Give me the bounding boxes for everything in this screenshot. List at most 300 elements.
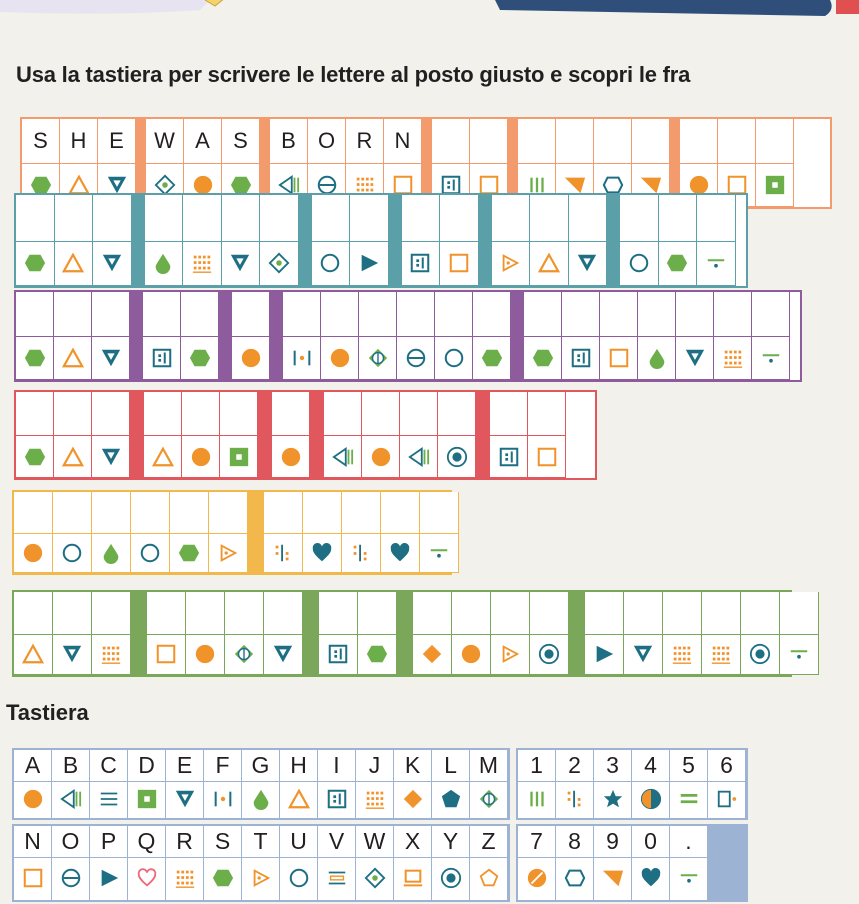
key-label: 3 — [606, 752, 619, 778]
answer-letter — [319, 592, 357, 634]
letter-cell[interactable] — [147, 592, 186, 675]
letter-cell[interactable] — [714, 292, 752, 380]
circle-outline-icon — [312, 241, 350, 287]
letter-cell[interactable] — [702, 592, 741, 675]
key-label: 5 — [682, 752, 695, 778]
dot-bar-icon — [264, 533, 302, 574]
answer-letter — [92, 492, 130, 533]
answer-letter — [620, 195, 658, 241]
letter-cell[interactable] — [14, 492, 53, 573]
letter-cell[interactable] — [260, 195, 299, 286]
dots-grid-icon — [356, 782, 393, 816]
word-separator — [130, 392, 144, 478]
answer-letter — [402, 195, 440, 241]
key-s[interactable] — [204, 826, 242, 900]
letter-cell[interactable] — [413, 592, 452, 675]
key-d[interactable] — [128, 750, 166, 818]
heart-icon — [303, 533, 341, 574]
answer-letter: B — [281, 128, 296, 153]
letter-cell[interactable] — [54, 292, 92, 380]
letter-cell[interactable] — [530, 592, 569, 675]
answer-letter — [659, 195, 697, 241]
circle-outline-icon — [620, 241, 658, 287]
answer-letter — [14, 492, 52, 533]
letter-cell[interactable] — [359, 292, 397, 380]
answer-letter — [264, 492, 302, 533]
hexagon-icon — [16, 336, 53, 380]
letter-cell[interactable] — [440, 195, 479, 286]
equals-icon — [670, 782, 707, 816]
three-bars-icon — [518, 782, 555, 816]
letter-cell[interactable] — [232, 292, 270, 380]
letter-cell[interactable] — [144, 392, 182, 478]
answer-letter: O — [317, 128, 336, 153]
triangle-icon — [144, 435, 181, 478]
answer-letter — [147, 592, 185, 634]
minus-dot-icon — [780, 634, 818, 676]
answer-letter — [718, 119, 755, 163]
key-label: N — [24, 828, 41, 854]
key-label: 1 — [530, 752, 543, 778]
answer-letter — [676, 292, 713, 336]
key-label: C — [100, 752, 117, 778]
minus-dot-icon — [752, 336, 789, 380]
answer-letter — [714, 292, 751, 336]
key-label: K — [404, 752, 421, 778]
key-7[interactable] — [518, 826, 556, 900]
key-p[interactable] — [90, 826, 128, 900]
triangle-icon — [14, 634, 52, 676]
drop-icon — [145, 241, 183, 287]
letter-cell[interactable] — [53, 592, 92, 675]
key-2[interactable] — [556, 750, 594, 818]
letter-cell[interactable] — [16, 392, 54, 478]
key-w[interactable] — [356, 826, 394, 900]
answer-letter: R — [356, 128, 373, 153]
letter-cell[interactable] — [283, 292, 321, 380]
key-label: B — [62, 752, 79, 778]
answer-letter — [381, 492, 419, 533]
answer-letter — [435, 292, 472, 336]
key-label: 4 — [644, 752, 657, 778]
key-label: 2 — [568, 752, 581, 778]
answer-letter — [183, 195, 221, 241]
answer-letter — [54, 392, 91, 435]
letter-cell[interactable] — [324, 392, 362, 478]
word-separator — [258, 392, 272, 478]
triangle-icon — [54, 435, 91, 478]
letter-cell[interactable] — [620, 195, 659, 286]
answer-letter — [697, 195, 735, 241]
key-label: M — [478, 752, 499, 778]
dots-grid-icon — [663, 634, 701, 676]
letter-cell[interactable] — [92, 492, 131, 573]
key-8[interactable] — [556, 826, 594, 900]
answer-letter — [438, 392, 475, 435]
key-x[interactable] — [394, 826, 432, 900]
letter-cell[interactable] — [381, 492, 420, 573]
letter-cell[interactable] — [92, 392, 130, 478]
letter-cell[interactable] — [16, 195, 55, 286]
target-icon — [530, 634, 568, 676]
answer-letter — [16, 392, 53, 435]
answer-letter — [260, 195, 298, 241]
key-y[interactable] — [432, 826, 470, 900]
letter-cell[interactable] — [756, 119, 794, 207]
answer-letter — [702, 592, 740, 634]
key-label: I — [333, 752, 340, 778]
letter-cell[interactable] — [350, 195, 389, 286]
hexagon-icon — [170, 533, 208, 574]
answer-letter — [225, 592, 263, 634]
letter-cell[interactable] — [209, 492, 248, 573]
word-separator — [476, 392, 490, 478]
diamond-dot-icon — [356, 858, 393, 898]
triangle-icon — [280, 782, 317, 816]
answer-letter — [55, 195, 93, 241]
answer-letter — [624, 592, 662, 634]
circle-icon — [182, 435, 219, 478]
letter-cell[interactable] — [170, 492, 209, 573]
letter-cell[interactable] — [182, 392, 220, 478]
word-separator — [310, 392, 324, 478]
dots-grid-icon — [183, 241, 221, 287]
tri-down-icon — [569, 241, 607, 287]
letter-cell[interactable] — [452, 592, 491, 675]
letter-cell[interactable] — [93, 195, 132, 286]
key-4[interactable] — [632, 750, 670, 818]
answer-letter — [209, 492, 247, 533]
letter-cell[interactable] — [264, 492, 303, 573]
key-6[interactable] — [708, 750, 746, 818]
circle-icon — [232, 336, 269, 380]
answer-letter: N — [394, 128, 411, 153]
key-v[interactable] — [318, 826, 356, 900]
dot-bar-icon — [556, 782, 593, 816]
letter-cell[interactable] — [569, 195, 608, 286]
diamond-dot-icon — [260, 241, 298, 287]
key-label: W — [363, 828, 386, 854]
letter-cell[interactable] — [264, 592, 303, 675]
key-q[interactable] — [128, 826, 166, 900]
key-k[interactable] — [394, 750, 432, 818]
letter-cell[interactable] — [528, 392, 566, 478]
answer-letter — [470, 119, 507, 163]
key-a[interactable] — [14, 750, 52, 818]
answer-letter — [756, 119, 793, 163]
letter-cell[interactable] — [585, 592, 624, 675]
letter-cell[interactable] — [420, 492, 459, 573]
word-row-2 — [14, 193, 748, 288]
key-g[interactable] — [242, 750, 280, 818]
word-separator — [397, 592, 413, 675]
letter-cell[interactable] — [358, 592, 397, 675]
answer-letter — [312, 195, 350, 241]
circle-line-icon — [397, 336, 434, 380]
key-label: A — [24, 752, 41, 778]
key-label: 7 — [530, 828, 543, 854]
word-row-3 — [14, 290, 802, 382]
letter-cell[interactable] — [600, 292, 638, 380]
circle-line-icon — [52, 858, 89, 898]
eye-icon — [359, 336, 396, 380]
answer-letter: A — [195, 128, 210, 153]
square-dot-icon — [756, 163, 793, 207]
bar-dot-icon — [204, 782, 241, 816]
letter-cell[interactable] — [143, 292, 181, 380]
circle-icon — [14, 782, 51, 816]
letter-cell[interactable] — [303, 492, 342, 573]
letter-cell[interactable] — [92, 292, 130, 380]
minus-dot-icon — [697, 241, 735, 287]
hexagon-icon — [659, 241, 697, 287]
answer-letter — [632, 119, 669, 163]
word-separator — [131, 592, 147, 675]
hexagon-icon — [473, 336, 510, 380]
letter-cell[interactable] — [530, 195, 569, 286]
key-n[interactable] — [14, 826, 52, 900]
answer-letter — [490, 392, 527, 435]
letter-cell[interactable] — [321, 292, 359, 380]
key-3[interactable] — [594, 750, 632, 818]
tri-down-icon — [53, 634, 91, 676]
answer-letter — [14, 592, 52, 634]
letter-cell[interactable] — [16, 292, 54, 380]
box-line-icon — [394, 858, 431, 898]
play-outline-icon — [242, 858, 279, 898]
answer-letter — [362, 392, 399, 435]
key-z[interactable] — [470, 826, 508, 900]
play-outline-icon — [491, 634, 529, 676]
key-label: S — [214, 828, 231, 854]
letter-cell[interactable] — [780, 592, 819, 675]
answer-letter — [680, 119, 717, 163]
tri-down-icon — [222, 241, 260, 287]
key-t[interactable] — [242, 826, 280, 900]
letter-cell[interactable] — [92, 592, 131, 675]
letter-cell[interactable] — [54, 392, 92, 478]
letter-cell[interactable] — [183, 195, 222, 286]
answer-letter — [562, 292, 599, 336]
answer-letter — [780, 592, 818, 634]
letter-cell[interactable] — [145, 195, 184, 286]
letter-cell[interactable] — [524, 292, 562, 380]
key-label: V — [328, 828, 345, 854]
letter-cell[interactable] — [131, 492, 170, 573]
answer-letter — [220, 392, 257, 435]
letter-cell[interactable] — [14, 592, 53, 675]
answer-letter — [222, 195, 260, 241]
letter-cell[interactable] — [402, 195, 441, 286]
answer-letter — [358, 592, 396, 634]
answer-letter — [741, 592, 779, 634]
key-r[interactable] — [166, 826, 204, 900]
dot-bar-icon — [342, 533, 380, 574]
key-label: P — [100, 828, 117, 854]
hexagon-outline-icon — [556, 858, 593, 898]
eye-icon — [470, 782, 507, 816]
heart-icon — [381, 533, 419, 574]
key-label: D — [138, 752, 155, 778]
word-separator — [130, 292, 143, 380]
key-o[interactable] — [52, 826, 90, 900]
answer-letter — [350, 195, 388, 241]
answer-letter — [321, 292, 358, 336]
answer-letter — [752, 292, 789, 336]
answer-letter: H — [70, 128, 87, 153]
square-bar-icon — [318, 782, 355, 816]
answer-letter: S — [233, 128, 248, 153]
letter-cell[interactable] — [53, 492, 92, 573]
word-separator — [299, 195, 312, 286]
key-label: L — [444, 752, 457, 778]
letter-cell[interactable] — [624, 592, 663, 675]
tri-down-icon — [676, 336, 713, 380]
answer-letter — [556, 119, 593, 163]
answer-letter — [638, 292, 675, 336]
letter-cell[interactable] — [319, 592, 358, 675]
word-separator — [219, 292, 232, 380]
triangle-icon — [54, 336, 91, 380]
keyboard-letters-row-1 — [12, 748, 510, 820]
answer-letter — [303, 492, 341, 533]
answer-letter — [594, 119, 631, 163]
key-e[interactable] — [166, 750, 204, 818]
circle-icon — [321, 336, 358, 380]
key-label: R — [176, 828, 193, 854]
dots-grid-icon — [166, 858, 203, 898]
answer-letter — [181, 292, 218, 336]
answer-letter — [93, 195, 131, 241]
keyboard-letters-row-2 — [12, 824, 510, 902]
answer-letter — [400, 392, 437, 435]
letter-cell[interactable] — [638, 292, 676, 380]
answer-letter — [530, 592, 568, 634]
answer-letter: E — [109, 128, 124, 153]
key-label: J — [368, 752, 381, 778]
answer-letter — [397, 292, 434, 336]
answer-letter — [145, 195, 183, 241]
key-label: T — [253, 828, 268, 854]
key-label: Q — [137, 828, 156, 854]
letter-cell[interactable] — [491, 592, 530, 675]
key-label: X — [404, 828, 421, 854]
word-separator — [511, 292, 524, 380]
letter-cell[interactable] — [659, 195, 698, 286]
key-1[interactable] — [518, 750, 556, 818]
letter-cell[interactable] — [342, 492, 381, 573]
square-bar-icon — [319, 634, 357, 676]
letter-cell[interactable] — [697, 195, 736, 286]
answer-letter — [524, 292, 561, 336]
letter-cell[interactable] — [55, 195, 94, 286]
letter-cell[interactable] — [663, 592, 702, 675]
key-i[interactable] — [318, 750, 356, 818]
letter-cell[interactable] — [435, 292, 473, 380]
answer-letter — [143, 292, 180, 336]
answer-letter — [186, 592, 224, 634]
letter-cell[interactable] — [490, 392, 528, 478]
answer-letter — [413, 592, 451, 634]
key-dot[interactable] — [670, 826, 708, 900]
key-h[interactable] — [280, 750, 318, 818]
key-f[interactable] — [204, 750, 242, 818]
key-label: Z — [481, 828, 496, 854]
circle-outline-icon — [131, 533, 169, 574]
key-b[interactable] — [52, 750, 90, 818]
circle-icon — [362, 435, 399, 478]
dots-grid-icon — [702, 634, 740, 676]
letter-cell[interactable] — [181, 292, 219, 380]
answer-letter — [144, 392, 181, 435]
letter-cell[interactable] — [220, 392, 258, 478]
answer-letter — [528, 392, 565, 435]
answer-letter — [232, 292, 269, 336]
letter-cell[interactable] — [492, 195, 531, 286]
keyboard-title: Tastiera — [6, 700, 89, 725]
square-icon — [528, 435, 565, 478]
letter-cell[interactable] — [397, 292, 435, 380]
letter-cell[interactable] — [362, 392, 400, 478]
key-label: 6 — [720, 752, 733, 778]
letter-cell[interactable] — [272, 392, 310, 478]
key-j[interactable] — [356, 750, 394, 818]
word-separator — [132, 195, 145, 286]
play-outline-icon — [492, 241, 530, 287]
letter-cell[interactable] — [676, 292, 714, 380]
answer-letter — [92, 592, 130, 634]
tri-down-icon — [93, 241, 131, 287]
letter-cell[interactable] — [312, 195, 351, 286]
letter-cell[interactable] — [222, 195, 261, 286]
answer-letter — [283, 292, 320, 336]
hexagon-icon — [181, 336, 218, 380]
keyboard-numbers-row-1 — [516, 748, 748, 820]
keyboard-numbers-row-2 — [516, 824, 710, 902]
word-separator — [389, 195, 402, 286]
key-5[interactable] — [670, 750, 708, 818]
answer-letter — [264, 592, 302, 634]
key-m[interactable] — [470, 750, 508, 818]
key-u[interactable] — [280, 826, 318, 900]
key-9[interactable] — [594, 826, 632, 900]
answer-letter — [359, 292, 396, 336]
key-label: F — [215, 752, 230, 778]
key-label: E — [176, 752, 193, 778]
target-icon — [741, 634, 779, 676]
letter-cell[interactable] — [400, 392, 438, 478]
key-c[interactable] — [90, 750, 128, 818]
letter-cell[interactable] — [473, 292, 511, 380]
triangle-icon — [55, 241, 93, 287]
letter-cell[interactable] — [438, 392, 476, 478]
key-label: G — [251, 752, 270, 778]
half-circle-icon — [632, 782, 669, 816]
letter-cell[interactable] — [225, 592, 264, 675]
letter-cell[interactable] — [752, 292, 790, 380]
answer-letter — [170, 492, 208, 533]
target-icon — [432, 858, 469, 898]
key-0[interactable] — [632, 826, 670, 900]
letter-cell[interactable] — [562, 292, 600, 380]
square-bar-icon — [562, 336, 599, 380]
letter-cell[interactable] — [741, 592, 780, 675]
star-icon — [594, 782, 631, 816]
circle-icon — [186, 634, 224, 676]
square-bar-icon — [490, 435, 527, 478]
key-l[interactable] — [432, 750, 470, 818]
letter-cell[interactable] — [186, 592, 225, 675]
